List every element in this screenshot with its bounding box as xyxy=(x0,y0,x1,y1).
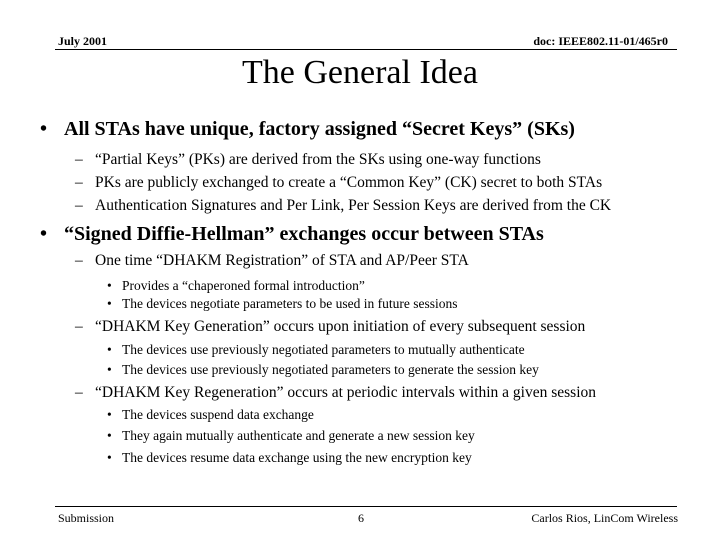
bullet-secret-keys xyxy=(40,118,575,141)
bullet-text: All STAs have unique, factory assigned “Secret Keys” (SKs) xyxy=(64,118,575,140)
dot-marker: • xyxy=(107,278,112,293)
sub-bullet-partial-keys xyxy=(75,151,541,169)
sub-bullet-text: “DHAKM Key Generation” occurs upon initiation of every subsequent session xyxy=(95,318,586,335)
item-suspend-exchange xyxy=(107,407,314,423)
dash-marker: – xyxy=(75,197,83,214)
sub-bullet-text: One time “DHAKM Registration” of STA and AP/Peer STA xyxy=(95,252,469,269)
item-generate-session-key xyxy=(107,362,539,378)
bullet-marker: • xyxy=(40,118,48,140)
footer-rule xyxy=(55,506,677,507)
sub-bullet-key-regeneration xyxy=(75,384,596,402)
slide-title: The General Idea xyxy=(242,54,478,91)
header-doc-id: doc: IEEE802.11-01/465r0 xyxy=(533,34,668,48)
item-reauthenticate xyxy=(107,428,475,444)
dash-marker: – xyxy=(75,174,83,191)
item-text: They again mutually authenticate and generate a new session key xyxy=(122,428,475,443)
dash-marker: – xyxy=(75,252,83,269)
item-mutual-auth xyxy=(107,342,525,358)
item-text: Provides a “chaperoned formal introduction” xyxy=(122,278,365,293)
header-rule xyxy=(55,49,677,50)
dot-marker: • xyxy=(107,362,112,377)
item-text: The devices use previously negotiated parameters to mutually authenticate xyxy=(122,342,525,357)
item-negotiate-params xyxy=(107,296,458,312)
bullet-diffie-hellman xyxy=(40,223,544,246)
dash-marker: – xyxy=(75,151,83,168)
sub-bullet-pk-exchange xyxy=(75,174,602,192)
footer-author: Carlos Rios, LinCom Wireless xyxy=(531,511,678,525)
bullet-marker: • xyxy=(40,223,48,245)
sub-bullet-key-generation xyxy=(75,318,585,336)
footer-page-number: 6 xyxy=(358,511,364,525)
dot-marker: • xyxy=(107,342,112,357)
item-text: The devices suspend data exchange xyxy=(122,407,314,422)
header-date: July 2001 xyxy=(58,34,108,48)
item-chaperoned-intro xyxy=(107,278,365,294)
dash-marker: – xyxy=(75,318,83,335)
dot-marker: • xyxy=(107,296,112,311)
item-text: The devices negotiate parameters to be used in future sessions xyxy=(122,296,458,311)
sub-bullet-registration xyxy=(75,252,469,270)
bullet-text: “Signed Diffie-Hellman” exchanges occur between STAs xyxy=(64,223,544,245)
sub-bullet-auth-signatures xyxy=(75,197,611,215)
dot-marker: • xyxy=(107,450,112,465)
item-text: The devices resume data exchange using the new encryption key xyxy=(122,450,472,465)
dash-marker: – xyxy=(75,384,83,401)
sub-bullet-text: Authentication Signatures and Per Link, Per Session Keys are derived from the CK xyxy=(95,197,612,214)
dot-marker: • xyxy=(107,428,112,443)
dot-marker: • xyxy=(107,407,112,422)
sub-bullet-text: “DHAKM Key Regeneration” occurs at periodic intervals within a given session xyxy=(95,384,597,401)
footer-submission: Submission xyxy=(58,511,115,525)
sub-bullet-text: “Partial Keys” (PKs) are derived from the SKs using one-way functions xyxy=(95,151,541,168)
item-text: The devices use previously negotiated parameters to generate the session key xyxy=(122,362,539,377)
sub-bullet-text: PKs are publicly exchanged to create a “Common Key” (CK) secret to both STAs xyxy=(95,174,603,191)
item-resume-exchange xyxy=(107,450,472,466)
